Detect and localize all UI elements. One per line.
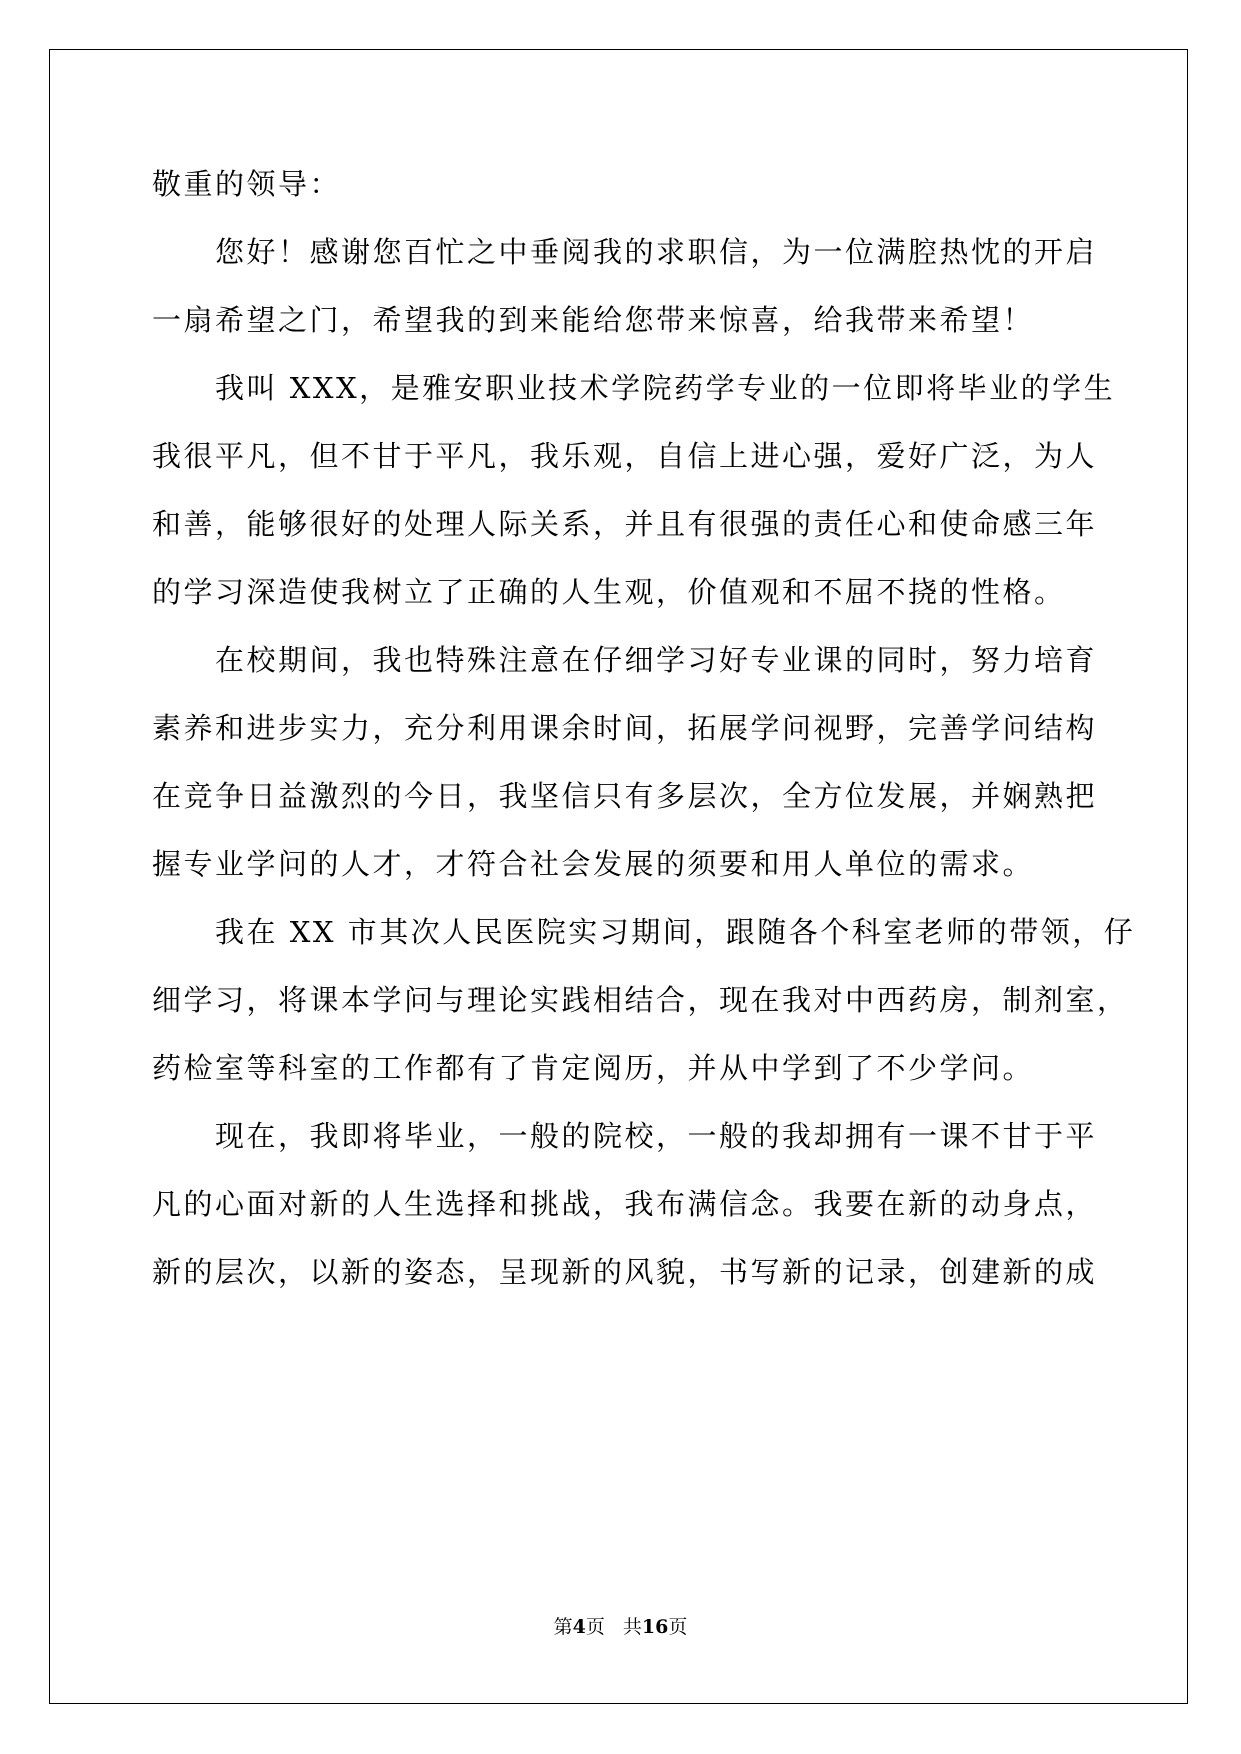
text-line: 的学习深造使我树立了正确的人生观，价值观和不屈不挠的性格。: [152, 575, 1066, 609]
text-line: 一扇希望之门，希望我的到来能给您带来惊喜，给我带来希望！: [152, 303, 1035, 337]
text-line: 我叫 XXX，是雅安职业技术学院药学专业的一位即将毕业的学生: [152, 371, 1116, 405]
text-line: 握专业学问的人才，才符合社会发展的须要和用人单位的需求。: [152, 847, 1035, 881]
text-line: 和善，能够很好的处理人际关系，并且有很强的责任心和使命感三年: [152, 507, 1098, 541]
text-line: 新的层次，以新的姿态，呈现新的风貌，书写新的记录，创建新的成: [152, 1255, 1098, 1289]
text-line: 素养和进步实力，充分利用课余时间，拓展学问视野，完善学问结构: [152, 711, 1098, 745]
text-line: 在校期间，我也特殊注意在仔细学习好专业课的同时，努力培育: [152, 643, 1098, 677]
text-line: 您好！感谢您百忙之中垂阅我的求职信，为一位满腔热忱的开启: [152, 235, 1098, 269]
text-line: 在竞争日益激烈的今日，我坚信只有多层次，全方位发展，并娴熟把: [152, 779, 1098, 813]
page-number: 4: [572, 1616, 586, 1638]
text-line: 现在，我即将毕业，一般的院校，一般的我却拥有一课不甘于平: [152, 1119, 1098, 1153]
text-line: 凡的心面对新的人生选择和挑战，我布满信念。我要在新的动身点，: [152, 1187, 1098, 1221]
page-suffix: 页: [585, 1616, 605, 1638]
total-prefix: 共: [622, 1616, 642, 1638]
letter-greeting: 敬重的领导：: [152, 167, 342, 201]
page-prefix: 第: [553, 1616, 573, 1638]
text-line: 细学习，将课本学问与理论实践相结合，现在我对中西药房，制剂室，: [152, 983, 1129, 1017]
page-footer: [0, 1612, 1241, 1639]
text-line: 我很平凡，但不甘于平凡，我乐观，自信上进心强，爱好广泛，为人: [152, 439, 1098, 473]
text-line: 我在 XX 市其次人民医院实习期间，跟随各个科室老师的带领，仔: [152, 915, 1136, 949]
total-suffix: 页: [668, 1616, 688, 1638]
text-line: 药检室等科室的工作都有了肯定阅历，并从中学到了不少学问。: [152, 1051, 1035, 1085]
total-pages: 16: [641, 1616, 669, 1638]
